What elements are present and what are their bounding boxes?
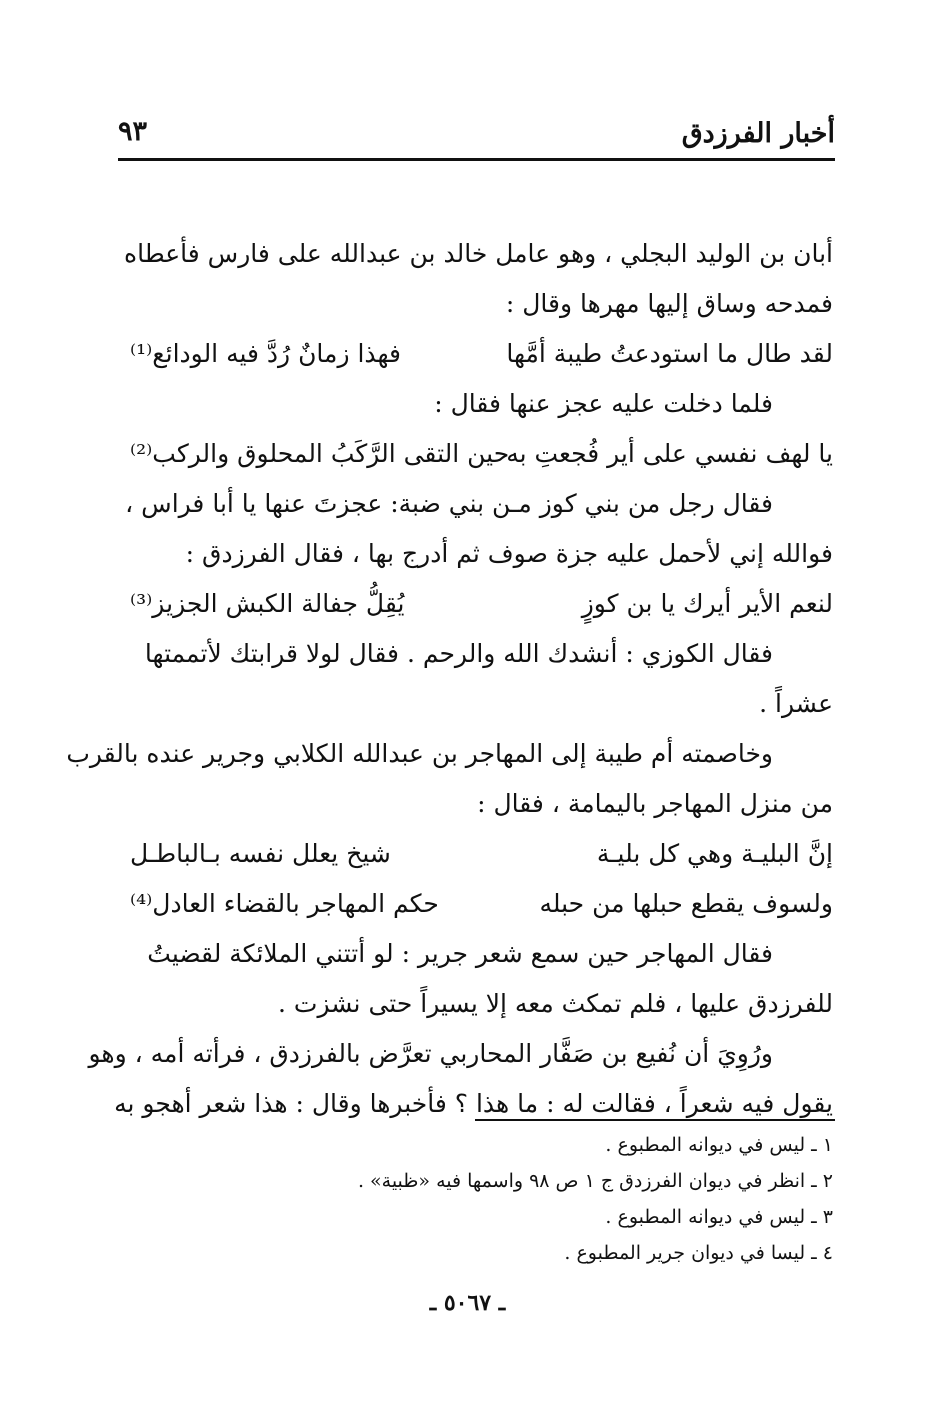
verse-3 <box>130 588 833 620</box>
verse-second-hemistich: يُقِلُّ جفالة الكبش الجزيز⁽³⁾ <box>130 589 405 618</box>
verse-first-hemistich: لنعم الأير أيرك يا بن كوزٍ <box>581 589 833 618</box>
body-line: ورُوِيَ أن نُفيع بن صَفَّار المحاربي تعرَّض بالفرزدق ، فرأته أمه ، وهو <box>88 1039 773 1068</box>
body-line: أبان بن الوليد البجلي ، وهو عامل خالد بن عبدالله على فارس فأعطاه <box>124 239 833 268</box>
footnote-4: ٤ ـ ليسا في ديوان جرير المطبوع . <box>564 1242 833 1264</box>
running-title: أخبار الفرزدق <box>681 118 835 149</box>
body-line: من منزل المهاجر باليمامة ، فقال : <box>477 789 833 818</box>
footnote-2: ٢ ـ انظر في ديوان الفرزدق ج ١ ص ٩٨ واسمها فيه «ظبية» . <box>357 1170 833 1192</box>
footnote-1: ١ ـ ليس في ديوانه المطبوع . <box>605 1134 833 1156</box>
header-rule <box>118 158 835 161</box>
body-line: فقال المهاجر حين سمع شعر جرير : لو أتتني الملائكة لقضيتُ <box>147 939 773 968</box>
verse-second-hemistich: شيخ يعلل نفسه بـالباطـل <box>130 839 391 868</box>
verse-first-hemistich: إنَّ البليـة وهي كل بليـة <box>596 839 833 868</box>
verse-2 <box>130 438 833 470</box>
verse-5 <box>130 888 833 920</box>
header-page-number: ٩٣ <box>118 116 148 147</box>
verse-first-hemistich: ولسوف يقطع حبلها من حبله <box>539 889 833 918</box>
body-line: فقال رجل من بني كوز مـن بني ضبة: عجزتَ عنها يا أبا فراس ، <box>125 489 773 518</box>
verse-second-hemistich: حكم المهاجر بالقضاء العادل⁽⁴⁾ <box>130 889 439 918</box>
body-line: يقول فيه شعراً ، فقالت له : ما هذا ؟ فأخبرها وقال : هذا شعر أهجو به <box>114 1089 833 1118</box>
verse-1 <box>130 338 833 370</box>
footnote-3: ٣ ـ ليس في ديوانه المطبوع . <box>605 1206 833 1228</box>
verse-second-hemistich: حين التقى الرَّكَبُ المحلوق والركب⁽²⁾ <box>130 439 510 468</box>
body-line: للفرزدق عليها ، فلم تمكث معه إلا يسيراً حتى نشزت . <box>278 989 833 1018</box>
footer-page-number: ـ ٥٠٦٧ ـ <box>429 1290 506 1316</box>
body-line: فلما دخلت عليه عجز عنها فقال : <box>434 389 773 418</box>
verse-second-hemistich: فهذا زمانٌ رُدَّ فيه الودائع⁽¹⁾ <box>130 339 402 368</box>
verse-first-hemistich: يا لهف نفسي على أير فُجعتِ به <box>506 439 833 468</box>
body-line: فوالله إني لأحمل عليه جزة صوف ثم أدرج بها ، فقال الفرزدق : <box>185 539 833 568</box>
body-line: عشراً . <box>759 689 833 718</box>
verse-first-hemistich: لقد طال ما استودعتُ طيبة أمَّها <box>506 339 833 368</box>
body-line: وخاصمته أم طيبة إلى المهاجر بن عبدالله الكلابي وجرير عنده بالقرب <box>66 739 773 768</box>
body-line: فمدحه وساق إليها مهرها وقال : <box>505 289 833 318</box>
footnote-rule <box>475 1119 835 1121</box>
body-line: فقال الكوزي : أنشدك الله والرحم . فقال لولا قرابتك لأتممتها <box>144 639 773 668</box>
verse-4 <box>130 838 833 870</box>
